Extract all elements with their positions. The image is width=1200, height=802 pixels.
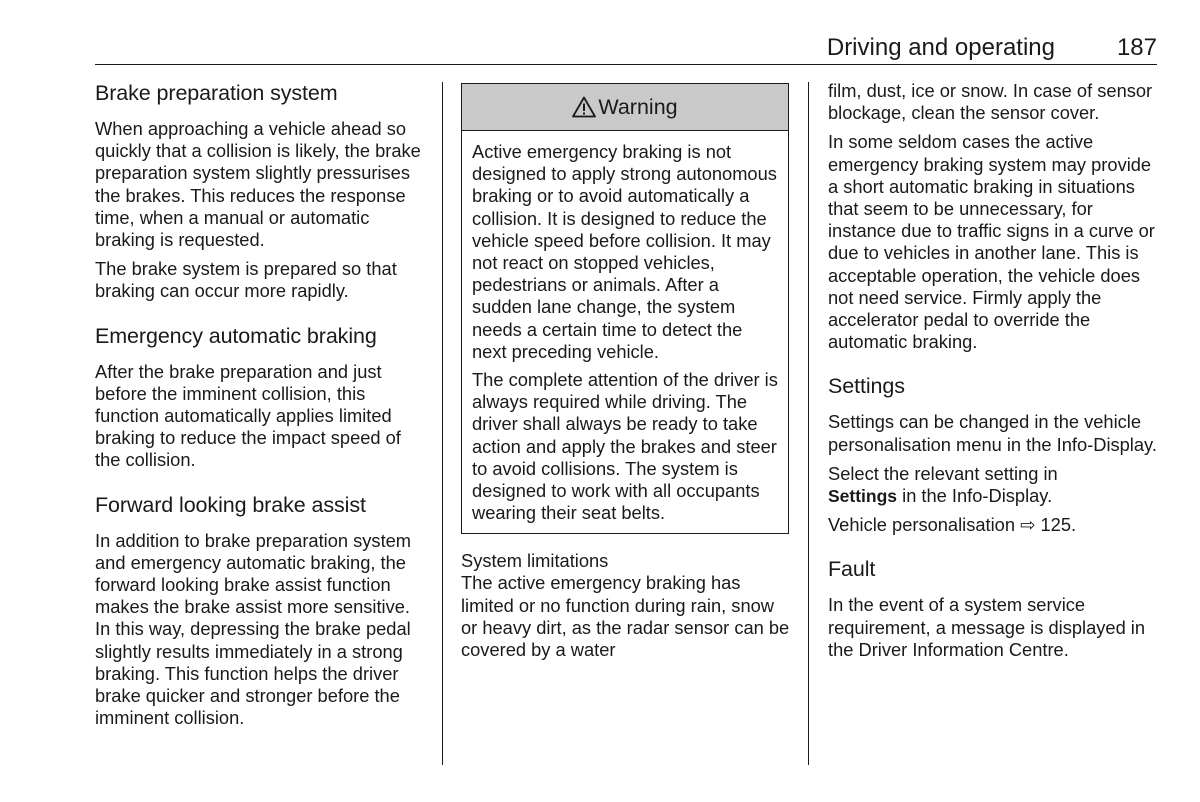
settings-menu-label: Settings bbox=[828, 486, 898, 507]
subsection-heading: System limitations bbox=[461, 550, 609, 572]
section-heading: Settings bbox=[828, 374, 905, 399]
warning-body bbox=[462, 131, 788, 533]
text-span: Vehicle personalisation bbox=[828, 514, 1021, 536]
warning-title: Warning bbox=[598, 94, 678, 119]
paragraph: The complete attention of the driver is always required while driving. The driver shall always be ready to take action and apply the brakes and steer to avoid collisions. The system is designed to work with all occupants wearing their seat belts. bbox=[472, 369, 778, 524]
paragraph bbox=[828, 514, 1158, 536]
paragraph: The active emergency braking has limited or no function during rain, snow or heavy dirt, as the radar sensor can be covered by a water bbox=[461, 572, 790, 661]
text-span: in the Info-Display. bbox=[897, 485, 1053, 507]
column-middle bbox=[461, 80, 791, 668]
paragraph: After the brake preparation and just before the imminent collision, this function automatically applies limited braking to reduce the impact speed of the collision. bbox=[95, 360, 401, 471]
paragraph bbox=[828, 463, 1158, 507]
section-heading: Forward looking brake assist bbox=[95, 492, 366, 517]
paragraph: When approaching a vehicle ahead so quickly that a collision is likely, the brake preparation system slightly pressurises the brakes. This reduces the response time, when a manual or automatic braking is requested. bbox=[95, 118, 421, 251]
header-title: Driving and operating bbox=[826, 34, 1055, 61]
text-span: Select the relevant setting in bbox=[828, 462, 1058, 484]
paragraph: The brake system is prepared so that braking can occur more rapidly. bbox=[95, 258, 397, 302]
section-heading: Emergency automatic braking bbox=[95, 323, 377, 348]
paragraph: In addition to brake preparation system and emergency automatic braking, the forward looking brake assist function makes the brake assist more sensitive. In this way, depressing the brake pedal slightly results immediately in a strong braking. This function helps the driver brake quicker and stronger before the imminent collision. bbox=[95, 529, 412, 729]
paragraph: Settings can be changed in the vehicle personalisation menu in the Info-Display. bbox=[828, 411, 1157, 455]
paragraph: film, dust, ice or snow. In case of sensor blockage, clean the sensor cover. bbox=[828, 80, 1153, 124]
column-divider bbox=[442, 82, 443, 765]
page-reference: 125. bbox=[1035, 514, 1077, 536]
section-heading: Brake preparation system bbox=[95, 81, 338, 105]
paragraph: In some seldom cases the active emergency braking system may provide a short automatic braking in situations that seem to be unnecessary, for instance due to traffic signs in a curve or due to vehicles in another lane. This is acceptable operation, the vehicle does not need service. Firmly apply the accelerator pedal to override the automatic braking. bbox=[828, 131, 1155, 353]
page-reference-arrow-icon: ⇨ bbox=[1020, 514, 1036, 536]
column-right bbox=[828, 80, 1158, 668]
paragraph: In the event of a system service requirement, a message is displayed in the Driver Information Centre. bbox=[828, 594, 1146, 660]
warning-box bbox=[461, 83, 789, 534]
column-divider bbox=[808, 82, 809, 765]
section-heading: Fault bbox=[828, 557, 876, 582]
page-header bbox=[95, 34, 1157, 65]
warning-triangle-icon bbox=[572, 96, 596, 118]
paragraph: Active emergency braking is not designed to apply strong autonomous braking or to avoid automatically a collision. It is designed to reduce the vehicle speed before collision. It may not react on stopped vehicles, pedestrians or animals. After a sudden lane change, the system needs a certain time to detect the next preceding vehicle. bbox=[472, 141, 777, 362]
column-left bbox=[95, 80, 427, 736]
warning-header bbox=[462, 84, 788, 131]
page-number: 187 bbox=[1116, 34, 1157, 61]
